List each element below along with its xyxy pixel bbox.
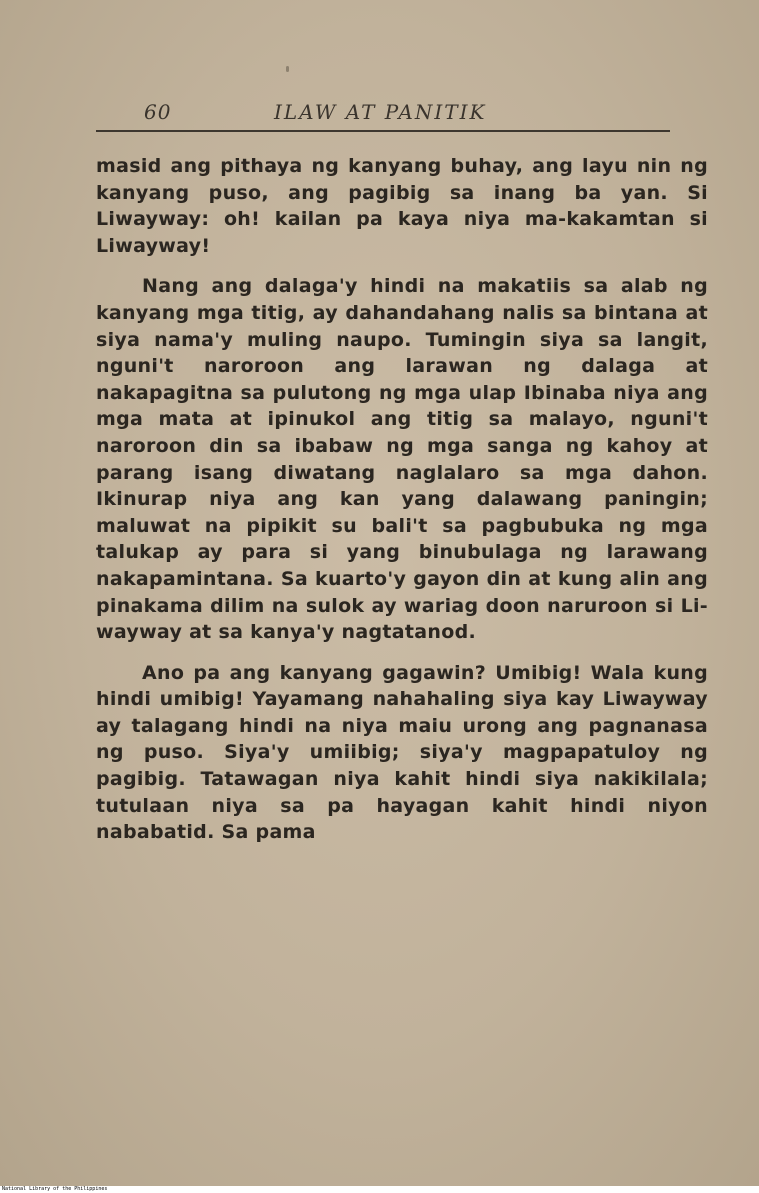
running-title: ILAW AT PANITIK <box>274 100 487 124</box>
ink-speck <box>286 66 289 72</box>
header-rule <box>96 130 670 132</box>
page-header <box>96 100 666 130</box>
paragraph-2: Nang ang dalaga'y hindi na makatiis sa alab ng kanyang mga titig, ay dahandahang nalis sa bintana at siya nama'y muling naupo. Tumingin siya sa langit, nguni't naroroon ang larawan ng dalaga at nakapagitna sa pulutong ng mga ulap Ibinaba niya ang mga mata at ipinukol ang titig sa malayo, nguni't naroroon din sa ibabaw ng mga sanga ng kahoy at parang isang diwatang naglalaro sa mga dahon. Ikinurap niya ang kan yang dalawang paningin; maluwat na pipikit su bali't sa pagbubuka ng mga talukap ay para si yang binubulaga ng larawang nakapamintana. Sa kuarto'y gayon din at kung alin ang pinakama dilim na sulok ay wariag doon naruroon si Li-wayway at sa kanya'y nagtatanod. <box>96 275 708 644</box>
paragraph-1: masid ang pithaya ng kanyang buhay, ang layu nin ng kanyang puso, ang pagibig sa inang ba yan. Si Liwayway: oh! kailan pa kaya niya ma-kakamtan si Liwayway! <box>96 155 708 257</box>
body-text <box>96 153 708 860</box>
page-number: 60 <box>144 100 172 124</box>
paragraph-3: Ano pa ang kanyang gagawin? Umibig! Wala kung hindi umibig! Yayamang nahahaling siya kay Liwayway ay talagang hindi na niya maiu urong ang pagnanasa ng puso. Siya'y umiibig; siya'y magpapatuloy ng pagibig. Tatawagan niya kahit hindi siya nakikilala; tutulaan niya sa pa hayagan kahit hindi niyon nababatid. Sa pama <box>96 661 708 844</box>
library-credit: National Library of the Philippines <box>0 1186 759 1193</box>
